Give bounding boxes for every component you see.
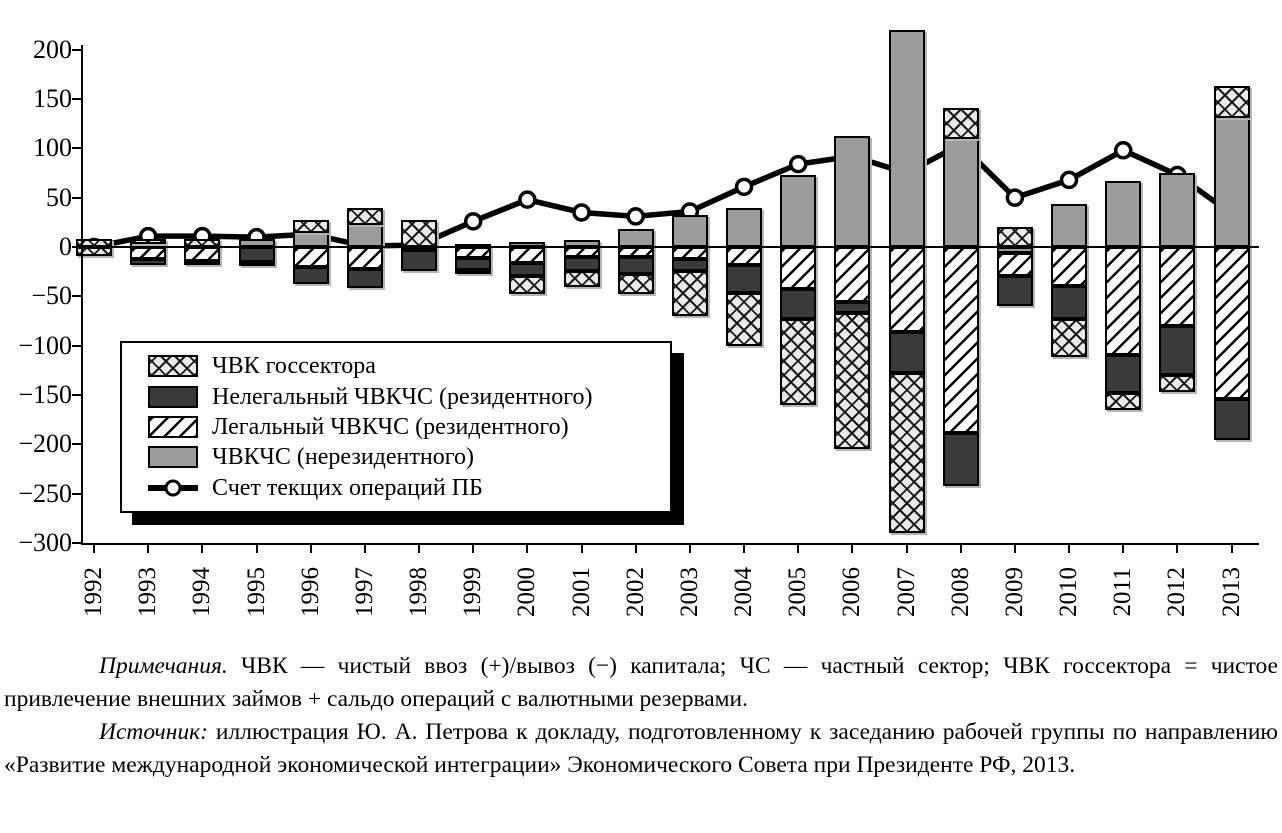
bar-segment-2010-nonres bbox=[1051, 204, 1087, 247]
x-axis-label: 1998 bbox=[405, 567, 433, 617]
legend-label: Счет текщих операций ПБ bbox=[212, 474, 483, 501]
x-tick bbox=[526, 545, 528, 553]
legend-label: Легальный ЧВКЧС (резидентного) bbox=[212, 413, 569, 440]
legend-label: ЧВК госсектора bbox=[212, 353, 376, 380]
bar-segment-2008-legal bbox=[943, 247, 979, 433]
source-lead: Источник: bbox=[99, 719, 208, 745]
x-axis-label: 2013 bbox=[1217, 567, 1245, 617]
bar-segment-1999-gov bbox=[455, 270, 491, 274]
x-axis-label: 1997 bbox=[350, 567, 378, 617]
y-axis-label: −200 bbox=[18, 429, 72, 459]
x-tick bbox=[93, 545, 95, 553]
x-tick bbox=[364, 545, 366, 553]
legend-item-illegal bbox=[148, 384, 670, 410]
bar-segment-2000-illegal bbox=[509, 263, 545, 276]
bar-segment-2001-legal bbox=[564, 247, 600, 257]
x-axis-label: 2008 bbox=[946, 567, 974, 617]
bar-segment-2000-legal bbox=[509, 247, 545, 263]
x-tick bbox=[635, 545, 637, 553]
x-axis-line bbox=[81, 543, 1259, 545]
y-axis-label: 200 bbox=[33, 34, 72, 64]
bar-segment-2009-gov bbox=[997, 227, 1033, 247]
bar-segment-2001-illegal bbox=[564, 257, 600, 271]
y-tick bbox=[72, 98, 81, 100]
x-tick bbox=[256, 545, 258, 553]
bar-segment-2002-legal bbox=[618, 247, 654, 257]
bar-segment-1999-illegal bbox=[455, 258, 491, 270]
zero-line bbox=[81, 246, 1259, 248]
gov-crosshatch-swatch-icon bbox=[148, 355, 198, 377]
bar-segment-2012-legal bbox=[1159, 247, 1195, 326]
x-axis-label: 1993 bbox=[134, 567, 162, 617]
bar-segment-2004-illegal bbox=[726, 265, 762, 294]
bar-segment-1996-gov bbox=[293, 220, 329, 233]
x-axis-label: 2007 bbox=[892, 567, 920, 617]
bar-segment-1998-illegal bbox=[401, 250, 437, 271]
bar-segment-2012-nonres bbox=[1159, 173, 1195, 247]
x-axis-label: 2010 bbox=[1055, 567, 1083, 617]
bar-segment-2007-illegal bbox=[889, 332, 925, 373]
bar-segment-2003-illegal bbox=[672, 259, 708, 271]
x-tick bbox=[1122, 545, 1124, 553]
x-axis-label: 1994 bbox=[188, 567, 216, 617]
bar-segment-2002-gov bbox=[618, 274, 654, 295]
x-axis-label: 2000 bbox=[513, 567, 541, 617]
y-axis-label: −300 bbox=[18, 528, 72, 557]
x-tick bbox=[1231, 545, 1233, 553]
x-axis-label: 2001 bbox=[567, 567, 595, 617]
bar-segment-1994-illegal bbox=[184, 261, 220, 265]
bar-segment-2010-legal bbox=[1051, 247, 1087, 286]
x-tick bbox=[1176, 545, 1178, 553]
x-axis-label: 2012 bbox=[1163, 567, 1191, 617]
bar-segment-2013-nonres bbox=[1214, 118, 1250, 247]
y-tick bbox=[72, 345, 81, 347]
bar-segment-1996-legal bbox=[293, 247, 329, 267]
bar-segment-2006-nonres bbox=[834, 136, 870, 247]
x-axis-label: 2011 bbox=[1109, 567, 1137, 617]
ca-line-marker bbox=[1007, 190, 1022, 205]
y-axis-label: 50 bbox=[46, 182, 72, 212]
bar-segment-2003-nonres bbox=[672, 215, 708, 247]
y-tick bbox=[72, 197, 81, 199]
y-tick bbox=[72, 49, 81, 51]
x-axis-label: 1996 bbox=[296, 567, 324, 617]
ca-line-marker bbox=[737, 179, 752, 194]
bar-segment-2008-illegal bbox=[943, 433, 979, 485]
bar-segment-2002-illegal bbox=[618, 257, 654, 274]
bar-segment-2001-gov bbox=[564, 271, 600, 288]
bar-segment-2007-gov bbox=[889, 373, 925, 533]
chart-legend bbox=[120, 341, 672, 513]
x-axis-label: 2006 bbox=[838, 567, 866, 617]
y-axis-label: −100 bbox=[18, 330, 72, 360]
line-marker-sample-icon bbox=[148, 477, 198, 499]
legend-item-current-account bbox=[148, 475, 670, 501]
bar-segment-2005-gov bbox=[780, 319, 816, 405]
nonresident-gray-swatch-icon bbox=[148, 446, 198, 468]
y-tick bbox=[72, 542, 81, 544]
x-axis-label: 1992 bbox=[80, 567, 107, 617]
bar-segment-2008-nonres bbox=[943, 139, 979, 247]
ca-line-marker bbox=[466, 214, 481, 229]
x-axis-label: 2002 bbox=[621, 567, 649, 617]
bar-segment-2005-legal bbox=[780, 247, 816, 289]
y-axis-label: 150 bbox=[33, 84, 72, 113]
legend-item-nonres bbox=[148, 444, 670, 470]
x-axis-label: 1995 bbox=[242, 567, 270, 617]
y-tick bbox=[72, 295, 81, 297]
x-tick bbox=[310, 545, 312, 553]
bar-segment-2011-legal bbox=[1105, 247, 1141, 355]
y-tick bbox=[72, 246, 81, 248]
bar-segment-2011-illegal bbox=[1105, 355, 1141, 393]
ca-line-marker bbox=[1116, 143, 1131, 158]
x-tick bbox=[201, 545, 203, 553]
bar-segment-2007-nonres bbox=[889, 30, 925, 247]
notes-block bbox=[0, 650, 1282, 782]
bar-segment-2010-gov bbox=[1051, 319, 1087, 356]
bar-segment-1997-nonres bbox=[347, 225, 383, 247]
bar-segment-1996-nonres bbox=[293, 233, 329, 247]
source-paragraph bbox=[4, 716, 1278, 782]
y-axis-label: 100 bbox=[33, 133, 72, 163]
note-lead: Примечания. bbox=[99, 653, 228, 679]
x-axis-label: 2009 bbox=[1000, 567, 1028, 617]
x-tick bbox=[906, 545, 908, 553]
x-tick bbox=[743, 545, 745, 553]
y-axis-label: −250 bbox=[18, 478, 72, 508]
ca-line-marker bbox=[574, 205, 589, 220]
y-tick bbox=[72, 493, 81, 495]
bar-segment-1994-legal bbox=[184, 247, 220, 261]
bar-segment-2012-illegal bbox=[1159, 326, 1195, 375]
bar-segment-1995-gov bbox=[239, 262, 275, 266]
bar-segment-1995-illegal bbox=[239, 247, 275, 262]
source-text: иллюстрация Ю. А. Петрова к докладу, подготовленному к заседанию рабочей группы по направлению «Развитие международной экономической интеграции» Экономического Совета при Президенте РФ, 2013. bbox=[4, 719, 1278, 778]
bar-segment-2004-legal bbox=[726, 247, 762, 265]
bar-segment-2013-illegal bbox=[1214, 399, 1250, 440]
bar-segment-2006-illegal bbox=[834, 302, 870, 313]
bar-segment-2009-legal bbox=[997, 253, 1033, 276]
bar-segment-2008-gov bbox=[943, 108, 979, 140]
bar-segment-2009-illegal bbox=[997, 276, 1033, 307]
legend-item-gov bbox=[148, 353, 670, 379]
x-axis-label: 2004 bbox=[730, 567, 758, 617]
x-tick bbox=[147, 545, 149, 553]
note-text: ЧВК — чистый ввоз (+)/вывоз (−) капитала; ЧС — частный сектор; ЧВК госсектора = чистое привлечение внешних займов + сальдо операций с валютными резервами. bbox=[4, 653, 1278, 712]
y-axis-label: −50 bbox=[31, 281, 72, 311]
bar-segment-1993-gov bbox=[130, 239, 166, 244]
bar-segment-1998-gov bbox=[401, 220, 437, 247]
y-tick bbox=[72, 443, 81, 445]
bar-segment-2011-gov bbox=[1105, 393, 1141, 410]
bar-segment-2006-gov bbox=[834, 313, 870, 449]
y-axis-line bbox=[81, 45, 83, 545]
illegal-dark-swatch-icon bbox=[148, 386, 198, 408]
legend-label: Нелегальный ЧВКЧС (резидентного) bbox=[212, 383, 593, 410]
bar-segment-1997-legal bbox=[347, 247, 383, 269]
bar-segment-2012-gov bbox=[1159, 375, 1195, 392]
legend-item-legal bbox=[148, 414, 670, 440]
y-tick bbox=[72, 394, 81, 396]
bar-segment-2010-illegal bbox=[1051, 286, 1087, 319]
bar-segment-2013-legal bbox=[1214, 247, 1250, 399]
x-tick bbox=[418, 545, 420, 553]
x-tick bbox=[472, 545, 474, 553]
x-tick bbox=[797, 545, 799, 553]
x-axis-label: 2005 bbox=[784, 567, 812, 617]
bar-segment-2000-gov bbox=[509, 276, 545, 295]
bar-segment-2007-legal bbox=[889, 247, 925, 332]
y-axis-label: 0 bbox=[59, 232, 72, 261]
ca-line-marker bbox=[520, 192, 535, 207]
x-tick bbox=[851, 545, 853, 553]
bar-segment-1999-legal bbox=[455, 247, 491, 258]
ca-line-marker bbox=[791, 157, 806, 172]
y-tick bbox=[72, 147, 81, 149]
note-paragraph bbox=[4, 650, 1278, 716]
x-axis-label: 2003 bbox=[675, 567, 703, 617]
bar-segment-2004-nonres bbox=[726, 208, 762, 247]
bar-segment-2003-legal bbox=[672, 247, 708, 259]
bar-segment-1993-legal bbox=[130, 247, 166, 259]
x-tick bbox=[689, 545, 691, 553]
bar-segment-2006-legal bbox=[834, 247, 870, 302]
bar-segment-1993-illegal bbox=[130, 259, 166, 265]
bar-segment-1997-illegal bbox=[347, 269, 383, 289]
bar-segment-2013-gov bbox=[1214, 86, 1250, 118]
bar-segment-2003-gov bbox=[672, 271, 708, 316]
bar-segment-2004-gov bbox=[726, 293, 762, 345]
x-tick bbox=[1014, 545, 1016, 553]
x-tick bbox=[960, 545, 962, 553]
ca-line-marker bbox=[628, 209, 643, 224]
bar-segment-2011-nonres bbox=[1105, 181, 1141, 247]
bar-segment-1997-gov bbox=[347, 208, 383, 226]
y-axis-label: −150 bbox=[18, 380, 72, 409]
bar-segment-2002-nonres bbox=[618, 229, 654, 247]
x-tick bbox=[581, 545, 583, 553]
legend-label: ЧВКЧС (нерезидентного) bbox=[212, 444, 474, 471]
bar-segment-2005-illegal bbox=[780, 289, 816, 319]
bar-segment-1996-illegal bbox=[293, 267, 329, 285]
legal-hatch-swatch-icon bbox=[148, 416, 198, 438]
x-tick bbox=[1068, 545, 1070, 553]
x-axis-label: 1999 bbox=[459, 567, 487, 617]
bar-segment-2005-nonres bbox=[780, 175, 816, 247]
ca-line-marker bbox=[1062, 172, 1077, 187]
